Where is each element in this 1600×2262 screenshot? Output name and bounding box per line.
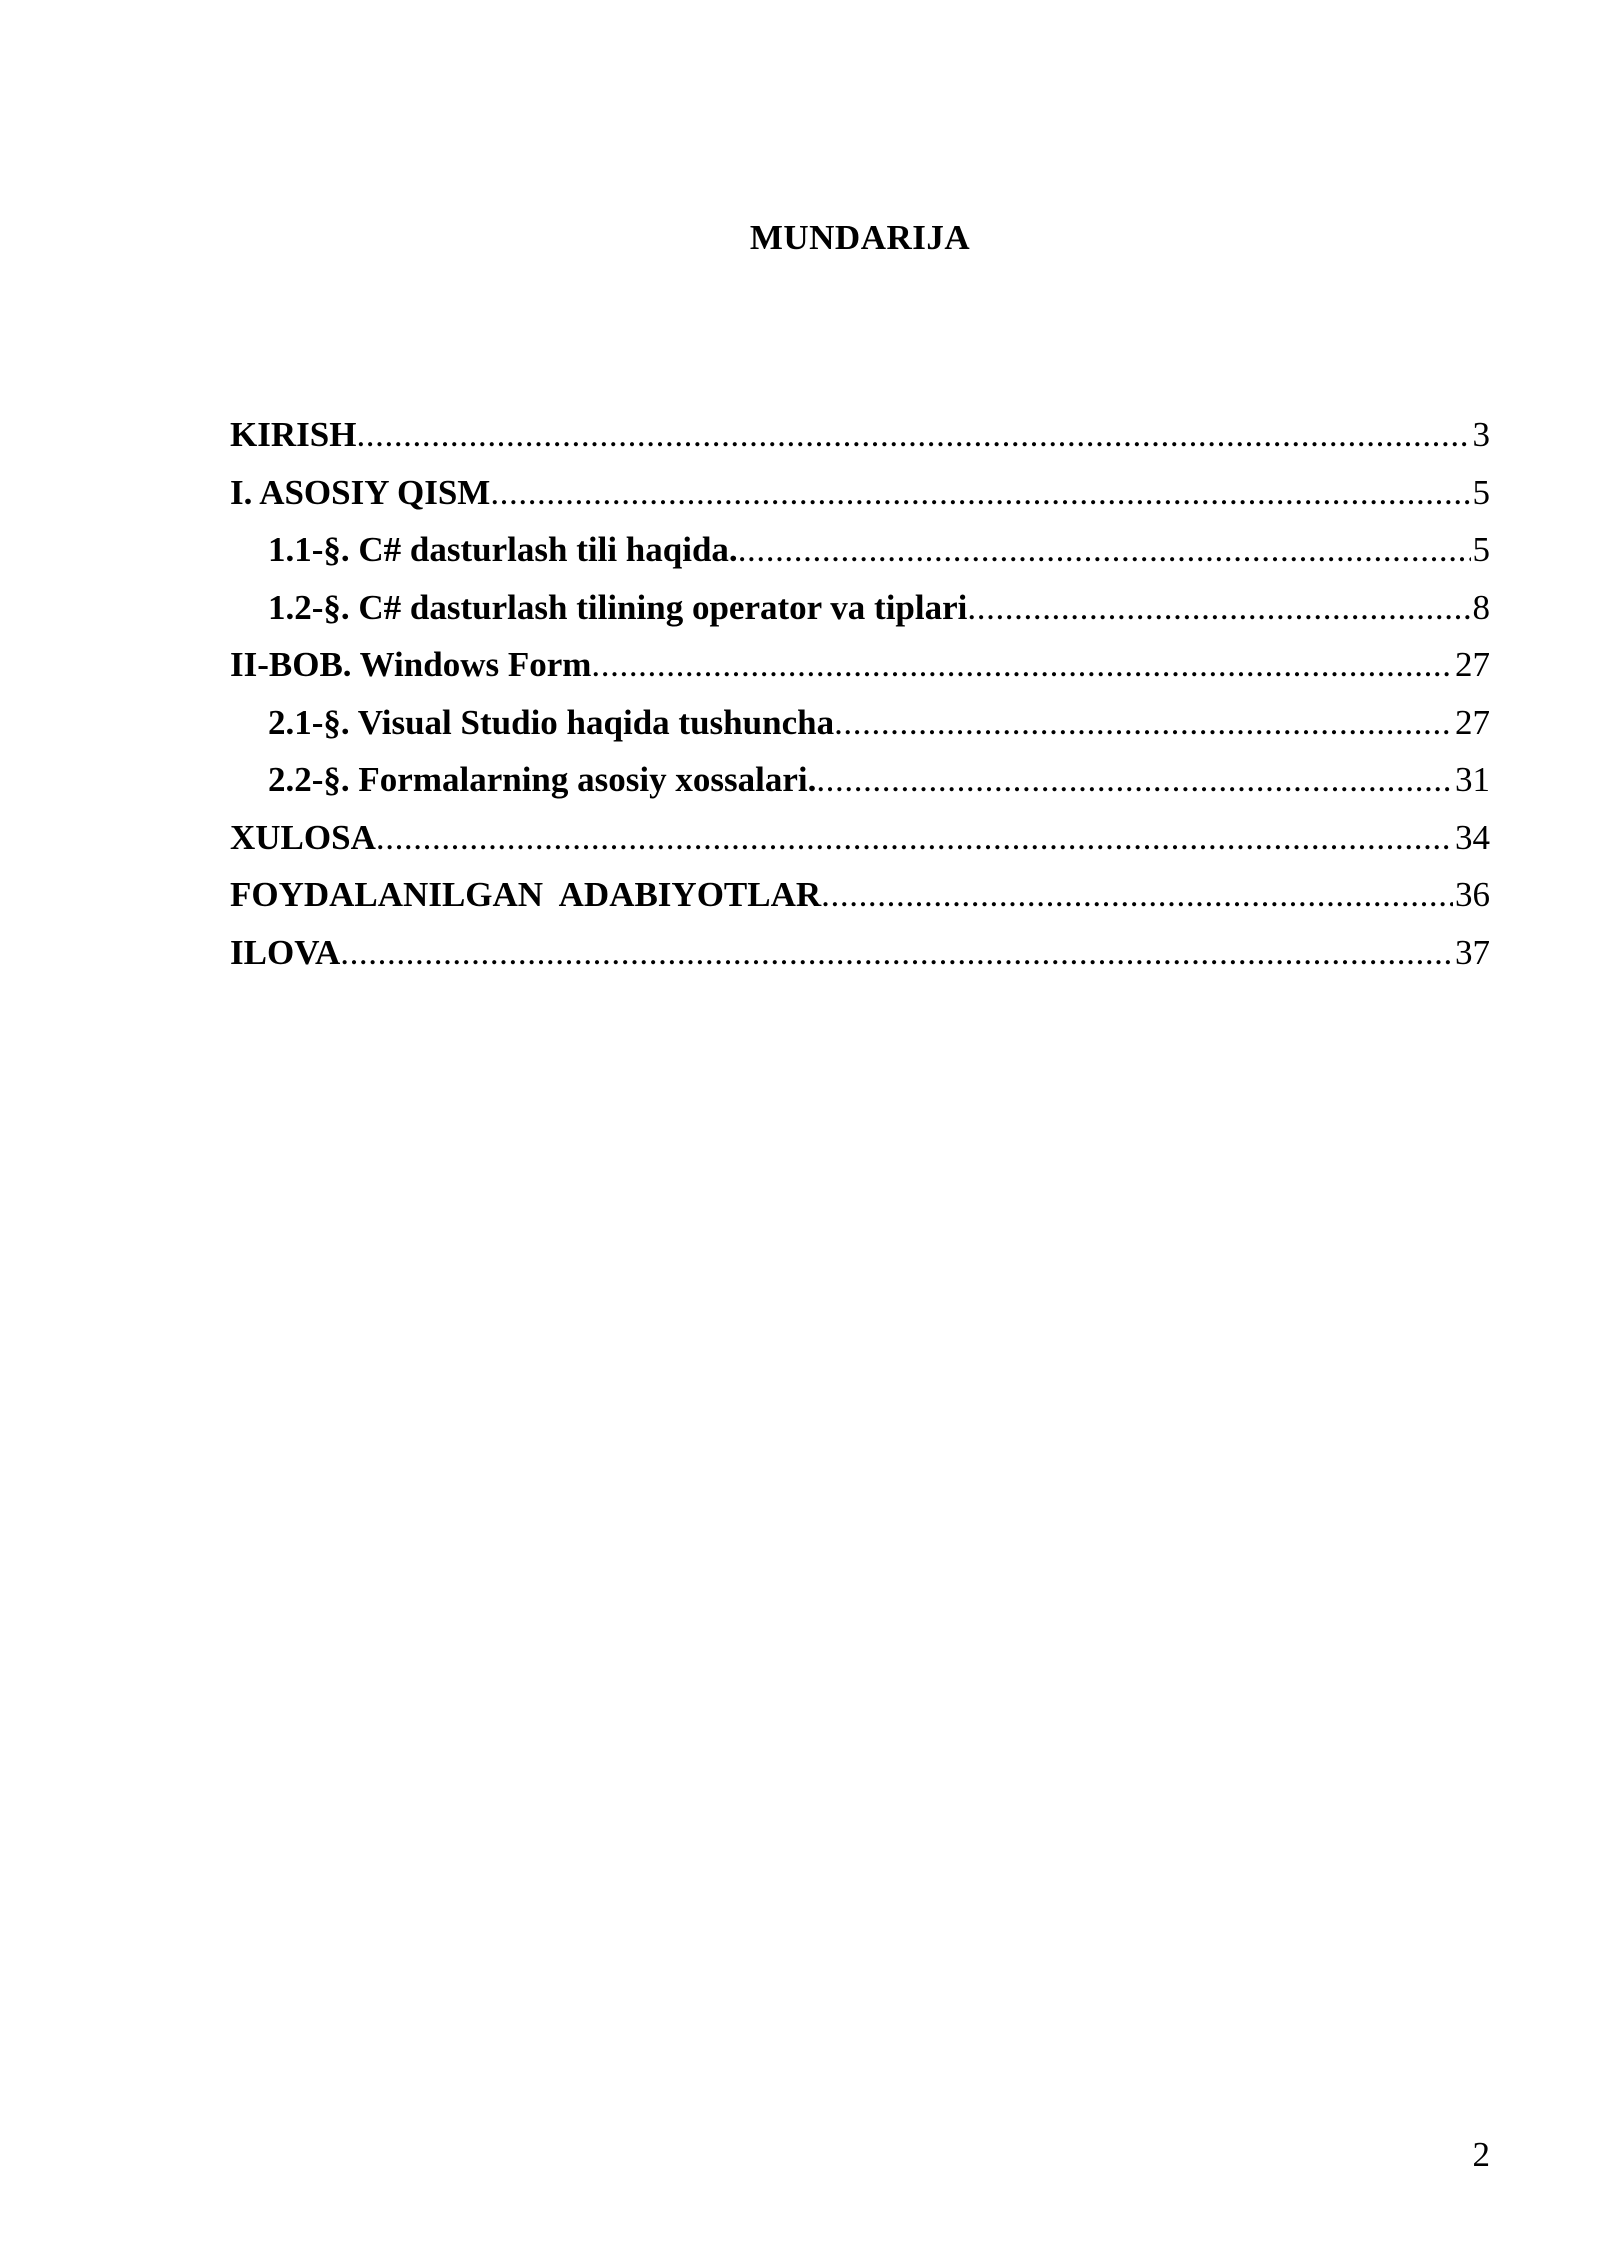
toc-entry-page: 3	[1472, 415, 1490, 454]
toc-entry-page: 5	[1472, 530, 1490, 569]
toc-entry-label: 1.2-§. C# dasturlash tilining operator va tiplari	[268, 587, 968, 627]
toc-leader-dots	[591, 645, 1453, 685]
toc-leader-dots	[967, 588, 1470, 628]
toc-leader-dots	[356, 415, 1470, 455]
toc-entry-kirish[interactable]	[230, 415, 1490, 473]
toc-entry-label: 2.2-§. Formalarning asosiy xossalari.	[268, 760, 817, 799]
toc-entry-adabiyotlar[interactable]	[230, 875, 1490, 933]
toc-entry-label: I. ASOSIY QISM	[230, 472, 491, 512]
toc-leader-dots	[821, 875, 1453, 915]
toc-entry-label: XULOSA	[230, 817, 376, 857]
toc-entry-label: FOYDALANILGAN ADABIYOTLAR	[230, 875, 822, 914]
toc-entry-page: 31	[1455, 760, 1490, 799]
toc-leader-dots	[834, 703, 1453, 743]
toc-entry-page: 5	[1472, 472, 1490, 512]
toc-entry-xulosa[interactable]	[230, 818, 1490, 876]
toc-entry-page: 27	[1455, 645, 1490, 684]
toc-leader-dots	[376, 818, 1453, 858]
toc-entry-asosiy-qism[interactable]	[230, 473, 1490, 531]
toc-entry-page: 8	[1472, 587, 1490, 627]
toc-entry-label: II-BOB. Windows Form	[230, 645, 592, 684]
toc-entry-page: 37	[1455, 932, 1490, 972]
page-number: 2	[1472, 2135, 1490, 2174]
toc-entry-label: ILOVA	[230, 932, 341, 972]
toc-entry-ilova[interactable]	[230, 933, 1490, 991]
toc-leader-dots	[816, 760, 1453, 800]
toc-entry-label: 1.1-§. C# dasturlash tili haqida.	[268, 530, 738, 569]
toc-entry-section-1-2[interactable]	[230, 588, 1490, 646]
toc-leader-dots	[340, 933, 1453, 973]
table-of-contents	[230, 415, 1490, 990]
toc-entry-label: KIRISH	[230, 415, 357, 454]
page-title: MUNDARIJA	[749, 218, 971, 257]
toc-entry-page: 36	[1455, 875, 1490, 914]
toc-entry-page: 34	[1455, 817, 1490, 857]
toc-entry-section-1-1[interactable]	[230, 530, 1490, 588]
toc-leader-dots	[738, 530, 1471, 570]
toc-entry-ii-bob[interactable]	[230, 645, 1490, 703]
toc-leader-dots	[490, 473, 1470, 513]
toc-entry-section-2-2[interactable]	[230, 760, 1490, 818]
toc-entry-page: 27	[1455, 702, 1490, 742]
toc-entry-section-2-1[interactable]	[230, 703, 1490, 761]
toc-entry-label: 2.1-§. Visual Studio haqida tushuncha	[268, 702, 835, 742]
